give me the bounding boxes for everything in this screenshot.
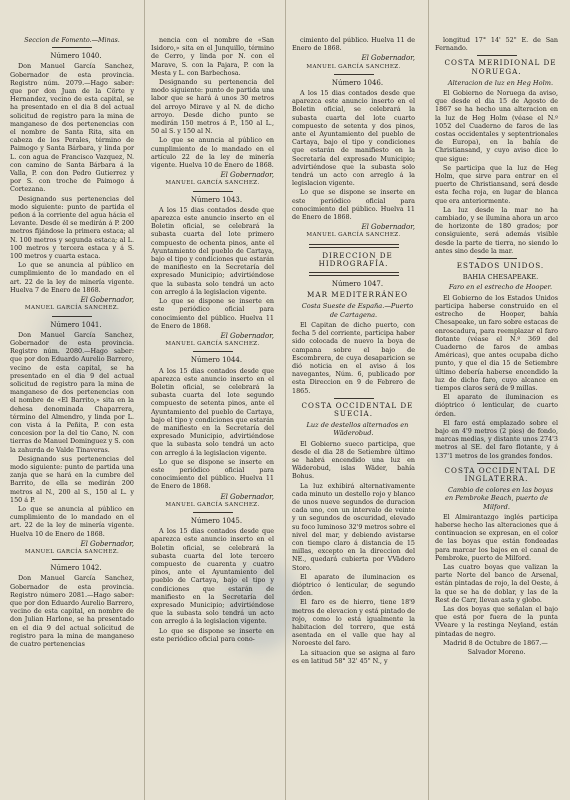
notice-paragraph: La luz exhibirá alternativamente cada minuto un destello rojo y blanco de unos nueve segundos de duracion cada uno, con un intervalo de veinte y un segundos de oscuridad, elevado su foco luminoso 32'9 metros sobre el nivel del mar, y debiendo avistarse con tiempo claro á distancia de 15 millas, excepto en la direccion del NE., quedará cubierta por VVädero Storo. xyxy=(292,481,416,572)
divider xyxy=(52,559,92,560)
notice-number: Número 1042. xyxy=(50,564,102,573)
signature-title: El Gobernador, xyxy=(80,296,134,305)
notice-number: Número 1047. xyxy=(331,280,384,289)
notice-paragraph: Las dos boyas que señalan el bajo que está por fuera de la punta VVeare y la restinga Neyland, están pintadas de negro. xyxy=(435,605,558,638)
divider xyxy=(477,55,517,56)
notice-paragraph: La situacion que se asigna al faro es en latitud 58° 32' 45" N., y xyxy=(292,648,415,665)
notice-paragraph: El Almirantazgo inglés participa haberse hecho las alteraciones que á continuacion se expresan, en el color de las boyas que están fondeadas para marcar los bajos en el canal de Pembroke, puerto de Milford. xyxy=(435,512,558,562)
subsection-heading: Luz de destellos alternados en Wäderobud. xyxy=(306,421,409,438)
column-2 xyxy=(144,0,278,800)
column-4 xyxy=(428,0,562,800)
signature-title: El Gobernador, xyxy=(80,539,134,548)
column-1 xyxy=(4,0,138,800)
notice-number: Número 1044. xyxy=(190,356,243,365)
signature-title: El Gobernador, xyxy=(361,223,415,232)
divider xyxy=(334,74,374,75)
divider xyxy=(334,398,374,399)
notice-paragraph: El Gobierno de Noruega da aviso, que desde el dia 15 de Agosto de 1867 se ha hecho una alteracion en la luz de Heg Holm (véase el N.º 1052 del Cuaderno de faros de las costas occidentales y septentrionales de Europa), en la bahía de Christiansand, y cuyo aviso dice lo que sigue: xyxy=(435,89,558,163)
notice-number: Número 1043. xyxy=(190,195,243,204)
divider xyxy=(52,47,92,48)
notice-paragraph: A los 15 dias contados desde que aparezca este anuncio inserto en el Boletin oficial, se celebrará la subasta cuarta del lote primero compuesto de ochenta pinos, ante el Ayuntamiento del pueblo de Cartaya, bajo el tipo y condiciones que estarán de manifiesto en la Secretaría del expresado Municipio; advirtiéndose que la subasta solo tendrá un acto con arreglo á la legislacion vigente. xyxy=(151,205,274,296)
subsection-heading: BAHIA CHESAPEAKE. xyxy=(462,273,539,282)
divider xyxy=(193,191,233,192)
notice-paragraph: El faro es de hierro, tiene 18'9 metros de elevacion y está pintado de rojo, como lo está igualmente la habitacion del torrero, que está asentada en el valle que hay al Noroeste del faro. xyxy=(292,598,415,648)
divider xyxy=(52,316,92,317)
notice-paragraph: Lo que se anuncia al público en cumplimiento de lo mandado en el artículo 22 de la ley de minería vigente. Huelva 10 de Enero de 1868. xyxy=(151,136,274,170)
notice-paragraph: Lo que se dispone se inserte en este periódico oficial para conocimiento del público. Huelva 11 de Enero de 1868. xyxy=(151,457,274,491)
subsection-heading: Costa Sueste de España.—Puerto de Cartagena. xyxy=(301,302,414,319)
notice-paragraph: El Gobierno de los Estados Unidos participa haberse construido en el estrecho de Hooper, bahía Chesapeake, un faro sobre estacas de enroscadura, para reemplazar el faro flotante (véase el N.º 369 del Cuaderno de faros de ambas Américas), que antes ocupaba dicho punto, y que el dia 15 de Setiembre último debería haberse encendido la luz de dicho faro, cuyo alcance en tiempos claros será de 9 millas. xyxy=(435,293,558,392)
notice-number: Número 1041. xyxy=(50,320,102,329)
notice-paragraph: Lo que se anuncia al público en cumplimiento de lo mandado en el art. 22 de la ley de minería vigente. Huelva 7 de Enero de 1868. xyxy=(10,261,134,294)
signature-title: El Gobernador, xyxy=(220,171,274,180)
coast-heading: COSTA OCCIDENTAL DE SUECIA. xyxy=(301,400,414,418)
notice-paragraph: Se participa que la luz de Heg Holm, que sirve para entrar en el puerto de Christiansand, será desde esta fecha roja, en lugar de blanca que era anteriormente. xyxy=(435,163,558,205)
notice-paragraph: Don Manuel García Sanchez, Gobernador de esta provincia. Registro núm. 2079.—Hago saber: que por don Juan de la Cörte y Hernandez, vecino de esta capital, se ha presentado en el dia 8 del actual solicitud de registro para la mina de manganeso de dos pertenencias con el nombre de Santa Rita, sita en cabeza de los Perales, término de Paimogo y Santa Bárbara, y linda por L. con agua de Francisco Vazquez, N. con camino de Santa Bárbara á la Valla, P. con don Pedro Gutierrez y por S. con troche de Paimogo á Cortezana. xyxy=(10,62,134,194)
subsection-heading: Faro en el estrecho de Hooper. xyxy=(448,283,553,292)
notice-number: Número 1040. xyxy=(50,52,102,61)
notice-paragraph: A los 15 dias contados desde que aparezca este anuncio inserto en el Boletin oficial, se celebrará la subasta cuarta del lote tercero compuesto de cuarenta y cuatro pinos, ante el Ayuntamiento del pueblo de Cartaya, bajo el tipo y condiciones que estarán de manifiesto en la Secretaría del expresado Municipio; advirtiéndose que la subasta solo tendrá un acto con arreglo á la legislacion vigente. xyxy=(151,527,274,626)
notice-date: Madrid 8 de Octubre de 1867.— xyxy=(443,638,548,647)
signature-name: MANUEL GARCÍA SANCHEZ. xyxy=(165,341,260,348)
subsection-heading: Cambio de colores en las boyas en Pembroke Beach, puerto de Milford. xyxy=(444,486,554,511)
notice-paragraph: Lo que se dispone se inserte en este periódico oficial para conocimiento del público. Huelva 11 de Enero de 1868. xyxy=(151,297,274,330)
signature-title: El Gobernador, xyxy=(220,331,274,340)
notice-paragraph: Designando sus pertenencias del modo siguiente: punto de partida el peñon á la corriente del agua hácia el Levante. Desde él se medirán á P. 200 metros fijándose la primera estaca; al N. 100 metros y segunda estaca; al L. 100 metros y tercera estaca y á S. 100 metros y cuarta estaca. xyxy=(10,194,134,261)
subsection-heading: Alteracion de luz en Heg Holm. xyxy=(447,78,554,87)
notice-paragraph: Designando sus pertenencias del modo siguiente: punto de partida una zanja que se hará en la cumbre del Barrito, de ella se medirán 200 metros al N., 200 al S., 150 al L. y 150 á P. xyxy=(10,454,134,504)
signature-name: MANUEL GARCÍA SANCHEZ. xyxy=(24,305,120,312)
signature-name: MANUEL GARCÍA SANCHEZ. xyxy=(24,548,120,555)
divider xyxy=(193,512,233,513)
notice-paragraph: cimiento del público. Huelva 11 de Enero de 1868. xyxy=(292,36,415,53)
double-divider xyxy=(309,272,399,276)
sea-heading: MAR MEDITERRÁNEO xyxy=(307,290,408,300)
notice-paragraph: Don Manuel García Sanchez, Gobernador de esta provincia. Registro número 2081.—Hago saber: que por don Eduardo Aurelio Barrero, vecino de esta capital, en nombre de don Julian Harlone, se ha presentado en el dia 9 del actual solicitud de registro para la mina de manganeso de cuatro pertenencias xyxy=(10,574,134,649)
notice-paragraph: nencia con el nombre de «San Isidoro,» sita en el Junquillo, término de Cerro, y linda por N. con el Marave, S. con la Pajara, P. con la Mesta y L. con Barbechosa. xyxy=(151,36,274,77)
notice-paragraph: El Gobierno sueco participa, que desde el dia 28 de Setiembre último se habrá encendido una luz en Wäderobud, islas Wäder, bahía Bohus. xyxy=(292,439,415,481)
notice-number: Número 1046. xyxy=(331,78,384,87)
notice-paragraph: A los 15 dias contados desde que aparezca este anuncio inserto en el Boletin oficial, se celebrará la subasta cuarta del lote segundo compuesto de setenta pinos, ante el Ayuntamiento del pueblo de Cartaya, bajo el tipo y condiciones que estarán de manifiesto en la Secretaría del expresado Municipio, advirtiéndose que la subasta solo tendrá un acto con arreglo á la legislacion vigente. xyxy=(151,366,274,457)
notice-paragraph: Lo que se dispone se inserte en este periódico oficial para cono- xyxy=(151,626,274,643)
notice-signer: Salvador Moreno. xyxy=(467,648,526,657)
signature-name: MANUEL GARCÍA SANCHEZ. xyxy=(165,501,260,508)
notice-paragraph: longitud 17° 14' 52" E. de San Fernando. xyxy=(435,36,558,53)
signature-title: El Gobernador, xyxy=(220,492,274,501)
notice-paragraph: A los 15 dias contados desde que aparezca este anuncio inserto en el Boletin oficial, se celebrará la subasta cuarta del lote cuarto compuesto de setenta y dos pinos, ante el Ayuntamiento del pueblo de Cartaya, bajo el tipo y condiciones que estarán de manifiesto en la Secretaría del expresado Municipio; advirtiéndose que la subasta solo tendrá un acto con arreglo á la legislacion vigente. xyxy=(292,89,415,188)
signature-name: MANUEL GARCÍA SANCHEZ. xyxy=(306,232,401,239)
double-divider xyxy=(309,244,399,248)
notice-paragraph: Designando su pertenencia del modo siguiente: punto de partida una labor que se hará á unos 30 metros del arroyo Mirave y al N. de dicho arroyo. Desde dicho punto se medirán 150 metros á P., 150 al L., 50 al S. y 150 al N. xyxy=(151,78,274,136)
divider xyxy=(193,351,233,352)
notice-number: Número 1045. xyxy=(190,516,243,525)
signature-name: MANUEL GARCÍA SANCHEZ. xyxy=(165,180,260,187)
coast-heading: COSTA OCCIDENTAL DE INGLATERRA. xyxy=(444,465,557,483)
notice-paragraph: La luz desde la mar no ha cambiado, y se ilumina ahora un arco de horizonte de 180 grados; por consiguiente, será además visible desde la parte de tierra, no siendo lo antes sino desde la mar. xyxy=(435,205,558,255)
notice-paragraph: El faro está emplazado sobre el bajo en 4'9 metros (2 pies) de fondo, marcas medias, y distante unos 274'3 metros al SE. del faro flotante, y á 137'1 metros de los grandes fondos. xyxy=(435,418,558,460)
country-heading: ESTADOS UNIDOS. xyxy=(456,261,545,271)
section-header: Seccion de Fomento.—Minas. xyxy=(24,36,120,44)
notice-paragraph: Las cuatro boyas que valizan la parte Norte del banco de Arsenal, están pintadas de rojo, la del Oeste, á la que se ha de doblar, y las de la Rest de Carr, llevan asta y globo. xyxy=(435,562,558,604)
column-3 xyxy=(285,0,419,800)
signature-name: MANUEL GARCÍA SANCHEZ. xyxy=(306,63,401,70)
notice-paragraph: Lo que se dispone se inserte en este periódico oficial para conocimiento del público. Huelva 11 de Enero de 1868. xyxy=(292,188,415,222)
notice-paragraph: El Capitan de dicho puerto, con fecha 5 del corriente, participa haber sido colocada de nuevo la boya de campana sobre el bajo de Escombrera, de cuya desaparicion se dió noticia en el aviso á los navegantes, Núm. 6, publicado por esta Direccion en 9 de Febrero de 1865. xyxy=(292,320,415,395)
section-title: DIRECCION DE HIDROGRAFÍA. xyxy=(318,250,393,268)
signature-title: El Gobernador, xyxy=(361,54,415,63)
notice-paragraph: Don Manuel García Sanchez, Gobernador de esta provincia. Registro núm. 2080.—Hago saber: que por don Eduardo Aurelio Barrero, vecino de esta capital, se ha presentado en el dia 9 del actual solicitud de registro para la mina de manganeso de dos pertenencias con el nombre de «El Barrito,» sita en la dehesa denominada Chaparrera, término del Almendro, y linda por L. con vista á la Peñita, P. con esta concesion por la del tio Cano, N. con tierras de Manuel Dominguez y S. con la zahurda de Valde Tinaveras. xyxy=(10,330,134,454)
coast-heading: COSTA MERIDIONAL DE NORUEGA. xyxy=(444,58,557,76)
divider xyxy=(477,258,517,259)
notice-paragraph: El aparato de iluminacion es dióptrico ó lenticular, de segundo órden. xyxy=(292,572,415,598)
notice-paragraph: Lo que se anuncia al público en cumplimiento de lo mandado en el art. 22 de la ley de minería vigente. Huelva 10 de Enero de 1868. xyxy=(10,504,134,538)
divider xyxy=(477,463,517,464)
notice-paragraph: El aparato de iluminacion es dióptrico ó lenticular, de cuarto órden. xyxy=(435,393,558,418)
